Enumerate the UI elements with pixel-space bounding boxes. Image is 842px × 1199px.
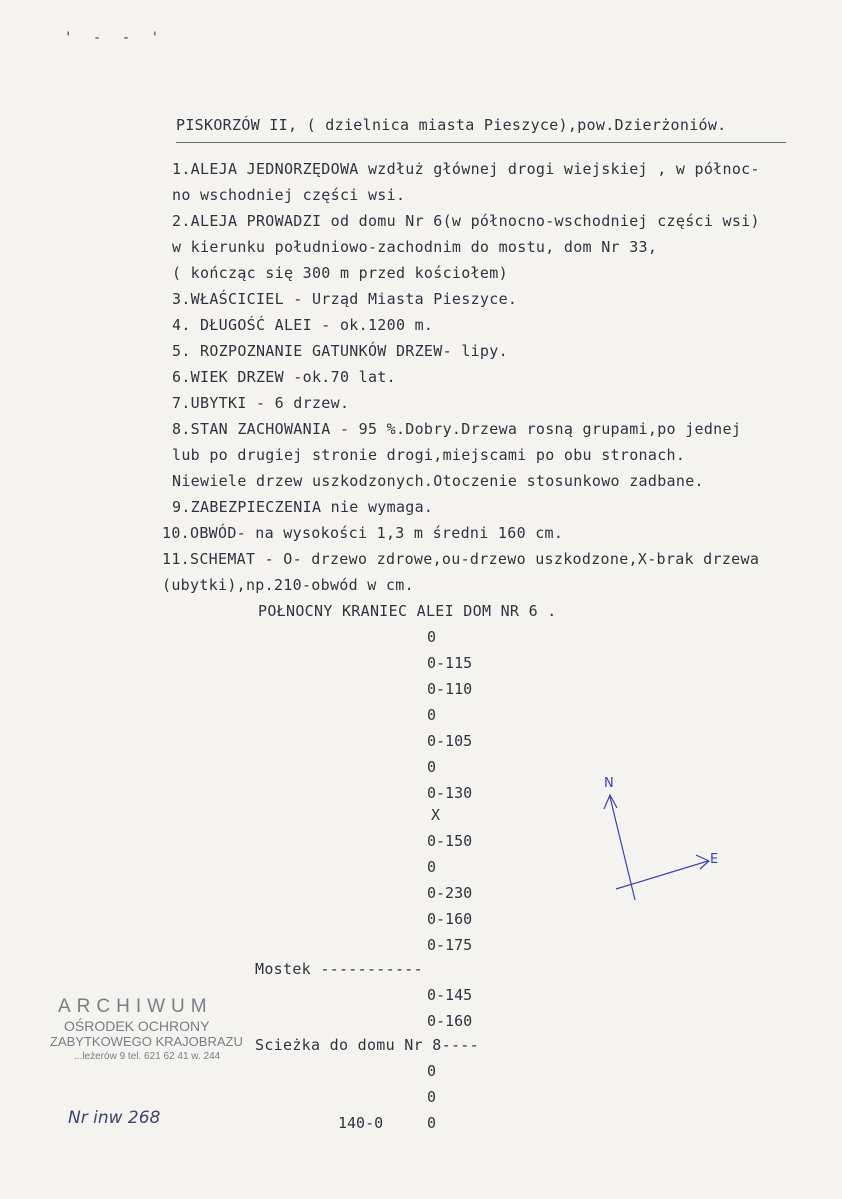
tree-entry: 0	[427, 758, 437, 776]
tree-entry: 0-145	[427, 986, 473, 1004]
tree-entry: 0	[427, 628, 437, 646]
tree-entry: 0	[427, 1088, 437, 1106]
body-line: lub po drugiej stronie drogi,miejscami po obu stronach.	[172, 446, 686, 464]
tree-entry-left: 140-0	[338, 1114, 384, 1132]
tree-entry: 0-130	[427, 784, 473, 802]
stamp-line: ARCHIWUM	[58, 996, 213, 1017]
body-line: 3.WŁAŚCICIEL - Urząd Miasta Pieszyce.	[172, 290, 518, 308]
body-line: Niewiele drzew uszkodzonych.Otoczenie stosunkowo zadbane.	[172, 472, 704, 490]
body-line: 11.SCHEMAT - O- drzewo zdrowe,ou-drzewo uszkodzone,X-brak drzewa	[162, 550, 760, 568]
north-label: N	[604, 776, 614, 791]
missing-tree-mark: X	[431, 806, 441, 824]
stamp-line: ...leżerów 9 tel. 621 62 41 w. 244	[74, 1051, 221, 1062]
tree-entry: 0-160	[427, 1012, 473, 1030]
north-arrowhead	[604, 795, 617, 809]
corner-mark: ' - - '	[64, 30, 166, 46]
body-line: 4. DŁUGOŚĆ ALEI - ok.1200 m.	[172, 316, 434, 334]
tree-entry: 0	[427, 858, 437, 876]
heading-underline	[176, 142, 786, 143]
tree-entry: 0-105	[427, 732, 473, 750]
handwritten-inventory-number: Nr inw 268	[68, 1108, 161, 1128]
bridge-label: Mostek -----------	[255, 960, 423, 978]
stamp-line: ZABYTKOWEGO KRAJOBRAZU	[50, 1034, 243, 1049]
stamp-line: OŚRODEK OCHRONY	[64, 1018, 210, 1034]
body-line: no wschodniej części wsi.	[172, 186, 406, 204]
tree-entry: 0	[427, 706, 437, 724]
body-line: ( kończąc się 300 m przed kościołem)	[172, 264, 508, 282]
tree-entry: 0-175	[427, 936, 473, 954]
body-line: 8.STAN ZACHOWANIA - 95 %.Dobry.Drzewa rosną grupami,po jednej	[172, 420, 742, 438]
body-line: 2.ALEJA PROWADZI od domu Nr 6(w północno-wschodniej części wsi)	[172, 212, 760, 230]
archive-stamp	[50, 996, 260, 1062]
body-line: 7.UBYTKI - 6 drzew.	[172, 394, 350, 412]
body-line: 9.ZABEZPIECZENIA nie wymaga.	[172, 498, 434, 516]
body-line: 5. ROZPOZNANIE GATUNKÓW DRZEW- lipy.	[172, 342, 508, 360]
tree-entry: 0	[427, 1062, 437, 1080]
schema-title: POŁNOCNY KRANIEC ALEI DOM NR 6 .	[258, 602, 557, 620]
tree-entry: 0	[427, 1114, 437, 1132]
tree-entry: 0-110	[427, 680, 473, 698]
body-line: 6.WIEK DRZEW -ok.70 lat.	[172, 368, 396, 386]
tree-entry: 0-115	[427, 654, 473, 672]
path-label: Scieżka do domu Nr 8----	[255, 1036, 479, 1054]
body-line: 10.OBWÓD- na wysokości 1,3 m średni 160 cm.	[162, 524, 564, 542]
tree-entry: 0-160	[427, 910, 473, 928]
east-arrowhead	[696, 855, 709, 869]
compass-sketch	[590, 765, 730, 905]
east-axis	[616, 861, 708, 889]
body-line: (ubytki),np.210-obwód w cm.	[162, 576, 414, 594]
document-heading: PISKORZÓW II, ( dzielnica miasta Pieszyce),pow.Dzierżoniów.	[176, 116, 727, 134]
body-line: w kierunku południowo-zachodnim do mostu, dom Nr 33,	[172, 238, 658, 256]
tree-entry: 0-230	[427, 884, 473, 902]
body-line: 1.ALEJA JEDNORZĘDOWA wzdłuż głównej drogi wiejskiej , w północ-	[172, 160, 760, 178]
east-label: E	[710, 852, 719, 867]
tree-entry: 0-150	[427, 832, 473, 850]
